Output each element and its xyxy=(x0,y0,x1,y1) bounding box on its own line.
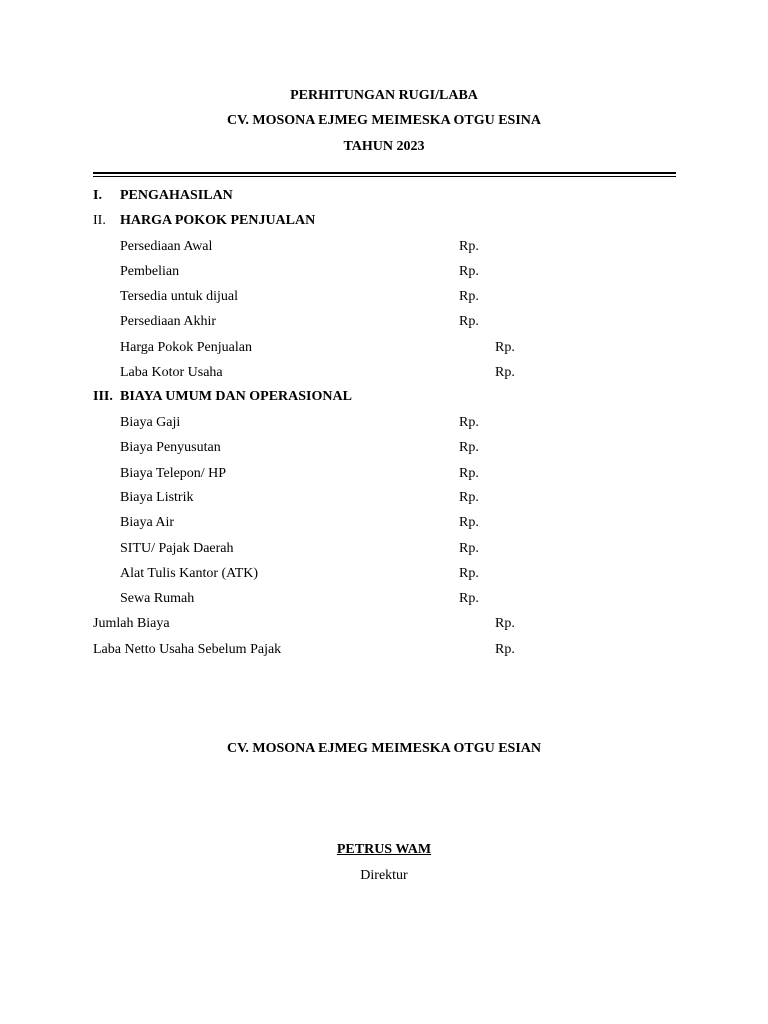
line-item-label: Pembelian xyxy=(120,264,180,279)
section-label: PENGAHASILAN xyxy=(120,188,233,203)
line-item-label: Biaya Air xyxy=(120,515,175,530)
subtotal-currency: Rp. xyxy=(495,340,515,355)
header-divider-thick xyxy=(93,172,676,174)
section-number: II. xyxy=(93,213,106,228)
line-item-currency: Rp. xyxy=(459,314,479,329)
line-item-label: Persediaan Awal xyxy=(120,239,213,254)
line-item-label: SITU/ Pajak Daerah xyxy=(120,541,234,556)
line-item-currency: Rp. xyxy=(459,239,479,254)
line-item-currency: Rp. xyxy=(459,415,479,430)
summary-currency: Rp. xyxy=(495,616,515,631)
signer-position: Direktur xyxy=(360,868,408,883)
line-item-currency: Rp. xyxy=(459,591,479,606)
line-item-label: Sewa Rumah xyxy=(120,591,195,606)
line-item-currency: Rp. xyxy=(459,440,479,455)
line-item-currency: Rp. xyxy=(459,264,479,279)
line-item-currency: Rp. xyxy=(459,490,479,505)
line-item-label: Biaya Telepon/ HP xyxy=(120,466,227,481)
company-name: CV. MOSONA EJMEG MEIMESKA OTGU ESINA xyxy=(226,113,541,128)
section-label: BIAYA UMUM DAN OPERASIONAL xyxy=(120,389,352,404)
subtotal-label: Laba Kotor Usaha xyxy=(120,365,223,380)
fiscal-year: TAHUN 2023 xyxy=(343,139,425,154)
section-label: HARGA POKOK PENJUALAN xyxy=(120,213,316,228)
line-item-label: Persediaan Akhir xyxy=(120,314,217,329)
summary-currency: Rp. xyxy=(495,642,515,657)
line-item-currency: Rp. xyxy=(459,566,479,581)
line-item-currency: Rp. xyxy=(459,515,479,530)
line-item-label: Tersedia untuk dijual xyxy=(120,289,238,304)
section-number: I. xyxy=(93,188,102,203)
line-item-label: Biaya Penyusutan xyxy=(120,440,221,455)
summary-label: Laba Netto Usaha Sebelum Pajak xyxy=(93,642,282,657)
line-item-currency: Rp. xyxy=(459,466,479,481)
line-item-label: Biaya Listrik xyxy=(120,490,194,505)
line-item-label: Biaya Gaji xyxy=(120,415,181,430)
subtotal-currency: Rp. xyxy=(495,365,515,380)
document-title: PERHITUNGAN RUGI/LABA xyxy=(290,88,478,103)
line-item-label: Alat Tulis Kantor (ATK) xyxy=(120,566,259,581)
subtotal-label: Harga Pokok Penjualan xyxy=(120,340,252,355)
line-item-currency: Rp. xyxy=(459,289,479,304)
signature-company: CV. MOSONA EJMEG MEIMESKA OTGU ESIAN xyxy=(226,741,541,756)
line-item-currency: Rp. xyxy=(459,541,479,556)
section-number: III. xyxy=(93,389,113,404)
summary-label: Jumlah Biaya xyxy=(93,616,170,631)
signer-name: PETRUS WAM xyxy=(336,842,432,857)
header-divider-thin xyxy=(93,176,676,177)
